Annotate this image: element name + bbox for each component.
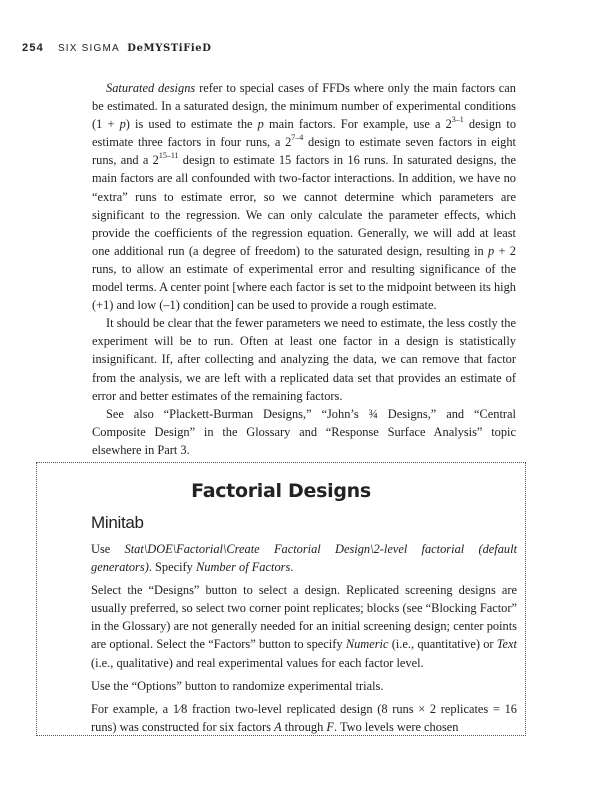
book-brand: DeMYSTiFieD [127,43,212,54]
page-number: 254 [22,42,44,54]
paragraph-see-also: See also “Plackett-Burman Designs,” “John’s ¾ Designs,” and “Central Composite Design” in the Glossary and “Response Surface Analysis” topic elsewhere in Part 3. [92,406,516,457]
running-head [22,42,212,54]
box-title: Factorial Designs [191,480,371,502]
minitab-sidebar-box [36,462,526,736]
book-title: SIX SIGMA [57,43,120,54]
box-paragraph-menu-path: Use Stat\DOE\Factorial\Create Factorial Design\2-level factorial (default generators). Specify Number of Factors. [91,542,518,575]
main-body-text [92,79,516,459]
paragraph-fewer-parameters: It should be clear that the fewer parameters we need to estimate, the less costly the experiment will be to run. Often at least one factor in a design is statistically insignificant. If, after collecting and analyzing the data, we can remove that factor from the analysis, we are left with a replicated data set that provides an estimate of error and better estimates of the remaining factors. [92,316,516,403]
term-saturated-designs: Saturated designs [106,81,196,95]
fraction: 1⁄8 [172,701,188,716]
box-paragraph-example: For example, a 1⁄8 fraction two-level replicated design (8 runs × 2 replicates = 16 runs) was constructed for six factors A through F. Two levels were chosen [91,701,517,734]
box-body [91,540,517,736]
box-subtitle: Minitab [91,513,144,532]
paragraph-saturated-designs: Saturated designs refer to special cases of FFDs where only the main factors can be estimated. In a saturated design, the minimum number of experimental conditions (1 + p) is used to estimate the p main factors. For example, use a 2$^{3-1}$ design to estimate three factors in four runs, a 2$^{7-4}$ design to estimate seven factors in eight runs, and a 2$^{15-11}$ design to estimate 15 factors in 16 runs. In saturated designs, the main factors are all confounded with two-factor interactions. In addition, we have no “extra” runs to estimate error, so we cannot determine which parameters are significant to the regression. We can only calculate the parameter effects, which provide the coefficients of the regression equation. Generally, we will add at least one additional run (a degree of freedom) to the saturated design, resulting in p + 2 runs, to allow an estimate of experimental error and resulting significance of the model terms. A center point [where each factor is set to the midpoint between its high (+1) and low (–1) condition] can be used to provide a rough estimate. [92,81,517,313]
box-paragraph-designs-button: Select the “Designs” button to select a design. Replicated screening designs are usually preferred, so select two corner point replicates; blocks (see “Blocking Factor” in the Glossary) are not generally needed for an initial screening design; center points are optional. Select the “Factors” button to specify Numeric (i.e., quantitative) or Text (i.e., qualitative) and real experimental values for each factor level. [91,583,517,670]
number-of-factors-field: Number of Factors [195,560,291,575]
box-paragraph-options-button: Use the “Options” button to randomize experimental trials. [91,678,384,693]
menu-path: Stat\DOE\Factorial\Create Factorial Design\2-level factorial (default generators) [91,542,518,575]
